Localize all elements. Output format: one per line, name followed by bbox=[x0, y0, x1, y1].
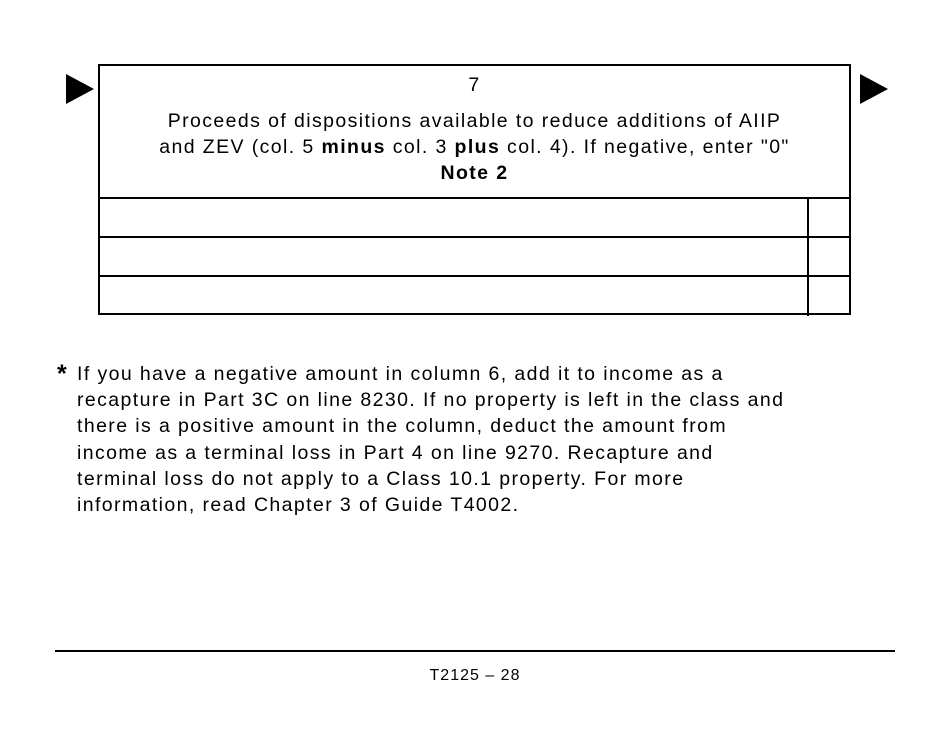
table-row bbox=[100, 199, 849, 238]
table-row bbox=[100, 238, 849, 277]
right-pointer-arrow-icon bbox=[860, 74, 888, 104]
plus-keyword: plus bbox=[454, 136, 501, 158]
footnote-line: there is a positive amount in the column, deduct the amount from bbox=[77, 415, 727, 438]
footnote-line: income as a terminal loss in Part 4 on line 9270. Recapture and bbox=[77, 441, 714, 464]
minus-keyword: minus bbox=[321, 136, 386, 158]
footer-divider bbox=[55, 650, 895, 652]
table-row bbox=[100, 277, 849, 316]
column-number: 7 bbox=[468, 74, 481, 96]
cell-divider bbox=[807, 238, 809, 275]
cell-divider bbox=[807, 277, 809, 316]
amount-field[interactable] bbox=[100, 238, 807, 275]
footnote-line: terminal loss do not apply to a Class 10.1 property. For more bbox=[77, 467, 685, 490]
page-number: T2125 – 28 bbox=[429, 667, 521, 684]
footnote-line: If you have a negative amount in column 6, add it to income as a bbox=[77, 363, 724, 385]
amount-field[interactable] bbox=[100, 277, 807, 316]
column-7-table bbox=[98, 64, 851, 315]
footnote-line: recapture in Part 3C on line 8230. If no property is left in the class and bbox=[77, 389, 785, 412]
column-7-header bbox=[100, 66, 849, 199]
footnote-text bbox=[77, 361, 907, 518]
amount-field[interactable] bbox=[100, 199, 807, 236]
column-description-line-2: and ZEV (col. 5 minus col. 3 plus col. 4). If negative, enter "0" bbox=[159, 136, 790, 158]
left-pointer-arrow-icon bbox=[66, 74, 94, 104]
cell-divider bbox=[807, 199, 809, 236]
footnote-marker: * bbox=[57, 360, 67, 388]
footnote-line: information, read Chapter 3 of Guide T4002. bbox=[77, 494, 520, 517]
column-description bbox=[100, 108, 849, 160]
column-note: Note 2 bbox=[440, 162, 509, 184]
column-description-line-1: Proceeds of dispositions available to reduce additions of AIIP bbox=[167, 110, 782, 132]
